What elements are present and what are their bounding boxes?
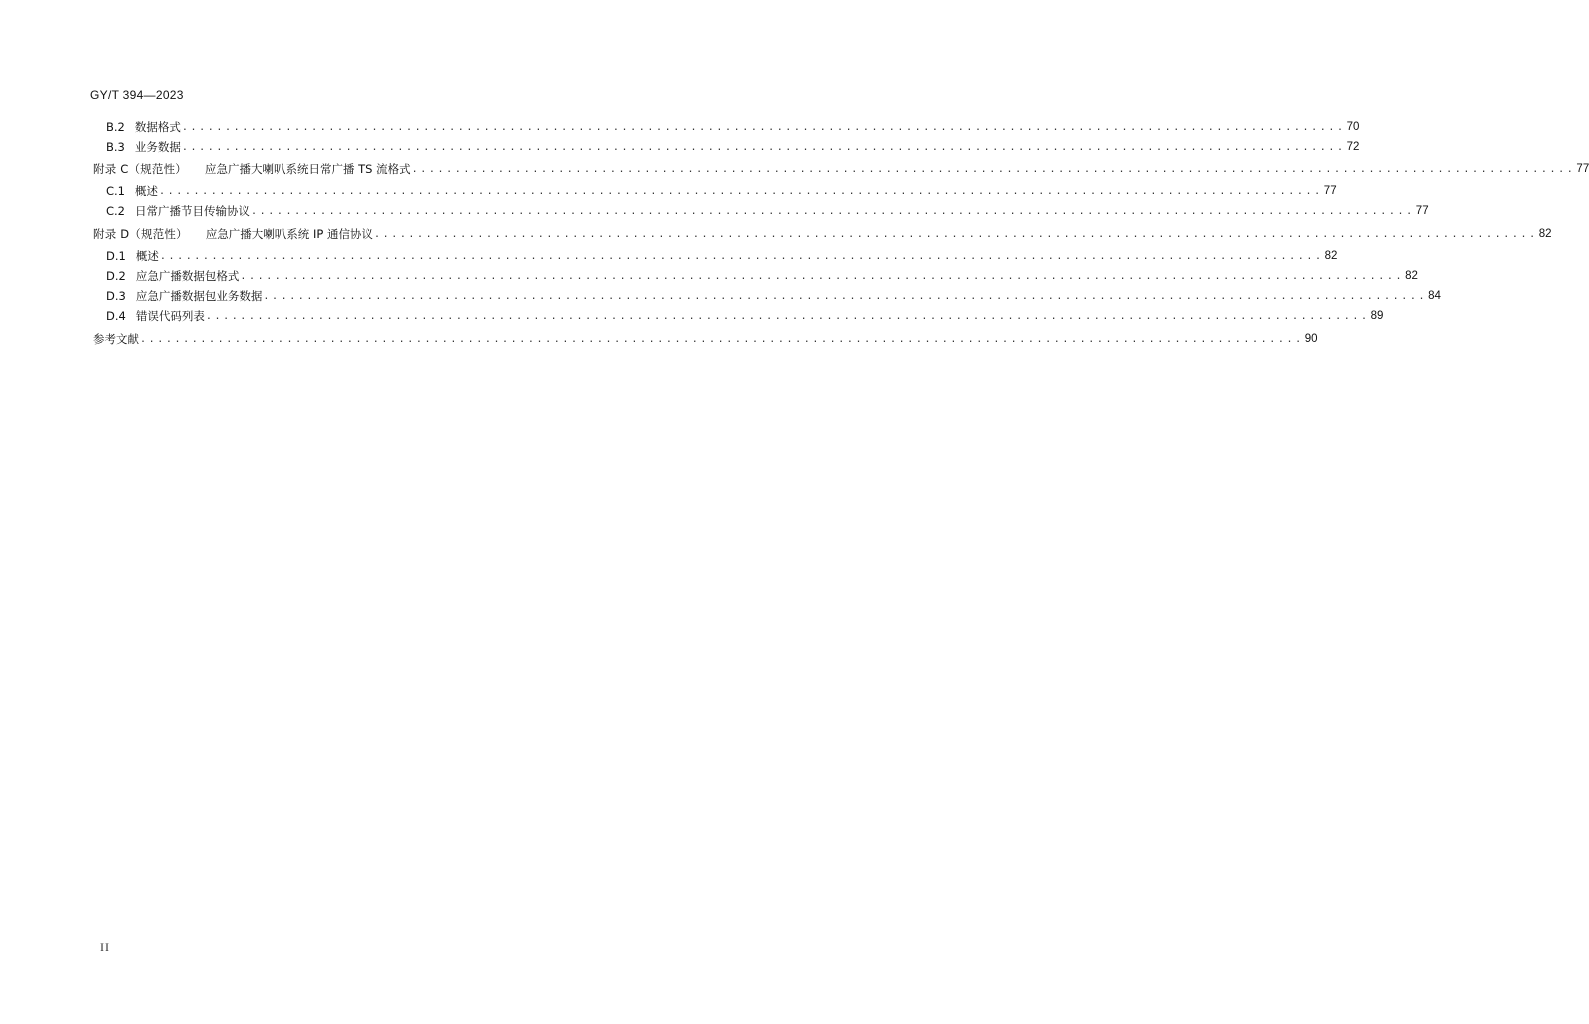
toc-entry-page: 72 [1346,141,1360,153]
toc-entry-page: 82 [1405,270,1418,282]
toc-dot-leader: ....................................................................................................................................... [159,186,1323,197]
toc-entry-title: 错误代码列表 [135,309,205,323]
toc-entry-page: 89 [1370,310,1384,322]
toc-entry-d2[interactable] [106,268,1418,284]
toc-entry-appendix-c[interactable] [93,161,1589,177]
toc-entry-appendix-d[interactable] [93,226,1552,242]
toc-dot-leader: ....................................................................................................................................... [240,271,1405,282]
toc-entry-code: B.2 [106,120,125,134]
toc-dot-leader: ....................................................................................................................................... [251,206,1415,217]
toc-entry-code: C.2 [106,204,126,218]
toc-dot-leader: ....................................................................................................................................... [140,334,1304,345]
toc-entry-page: 77 [1415,205,1429,217]
toc-entry-c1[interactable] [106,183,1337,199]
toc-entry-title: 数据格式 [134,120,181,134]
toc-entry-page: 82 [1538,228,1552,240]
toc-entry-code: D.4 [106,309,126,323]
toc-entry-page: 84 [1428,290,1441,302]
toc-entry-d1[interactable] [106,248,1338,264]
toc-entry-d3[interactable] [106,288,1441,304]
toc-entry-title: 应急广播大喇叭系统日常广播 TS 流格式 [205,162,411,176]
page-number-footer: II [100,940,110,954]
toc-entry-title: 日常广播节目传输协议 [135,204,251,218]
toc-entry-d4[interactable] [106,308,1384,324]
toc-entry-b3[interactable] [106,139,1360,155]
toc-entry-code: D.2 [106,269,126,283]
toc-entry-title: 概述 [135,249,159,263]
toc-entry-c2[interactable] [106,203,1429,219]
toc-entry-title: 应急广播大喇叭系统 IP 通信协议 [205,227,373,241]
toc-entry-code: 附录 C（规范性） [93,162,187,176]
toc-entry-page: 90 [1304,333,1318,345]
toc-entry-page: 77 [1576,163,1589,175]
toc-entry-code: C.1 [106,184,126,198]
toc-dot-leader: ....................................................................................................................................... [181,122,1346,133]
toc-entry-code: D.1 [106,249,126,263]
toc-entry-page: 82 [1324,250,1338,262]
toc-dot-leader: ....................................................................................................................................... [181,142,1346,153]
toc-entry-page: 77 [1323,185,1337,197]
toc-entry-title: 业务数据 [134,140,181,154]
toc-entry-title: 参考文献 [93,332,139,346]
toc-entry-title: 概述 [135,184,159,198]
toc-dot-leader: ....................................................................................................................................... [263,291,1428,302]
toc-entry-code: D.3 [106,289,126,303]
toc-entry-code: B.3 [106,140,125,154]
toc-dot-leader: ....................................................................................................................................... [411,164,1576,175]
document-header-standard-number: GY/T 394—2023 [90,88,184,102]
toc-dot-leader: ....................................................................................................................................... [205,311,1370,322]
toc-entry-b2[interactable] [106,119,1360,135]
toc-entry-code: 附录 D（规范性） [93,227,188,241]
toc-entry-page: 70 [1346,121,1360,133]
toc-entry-title: 应急广播数据包业务数据 [135,289,263,303]
toc-dot-leader: ....................................................................................................................................... [373,229,1538,240]
toc-entry-references[interactable] [93,331,1318,347]
toc-dot-leader: ....................................................................................................................................... [159,251,1324,262]
table-of-contents [0,0,1589,400]
toc-entry-title: 应急广播数据包格式 [135,269,240,283]
